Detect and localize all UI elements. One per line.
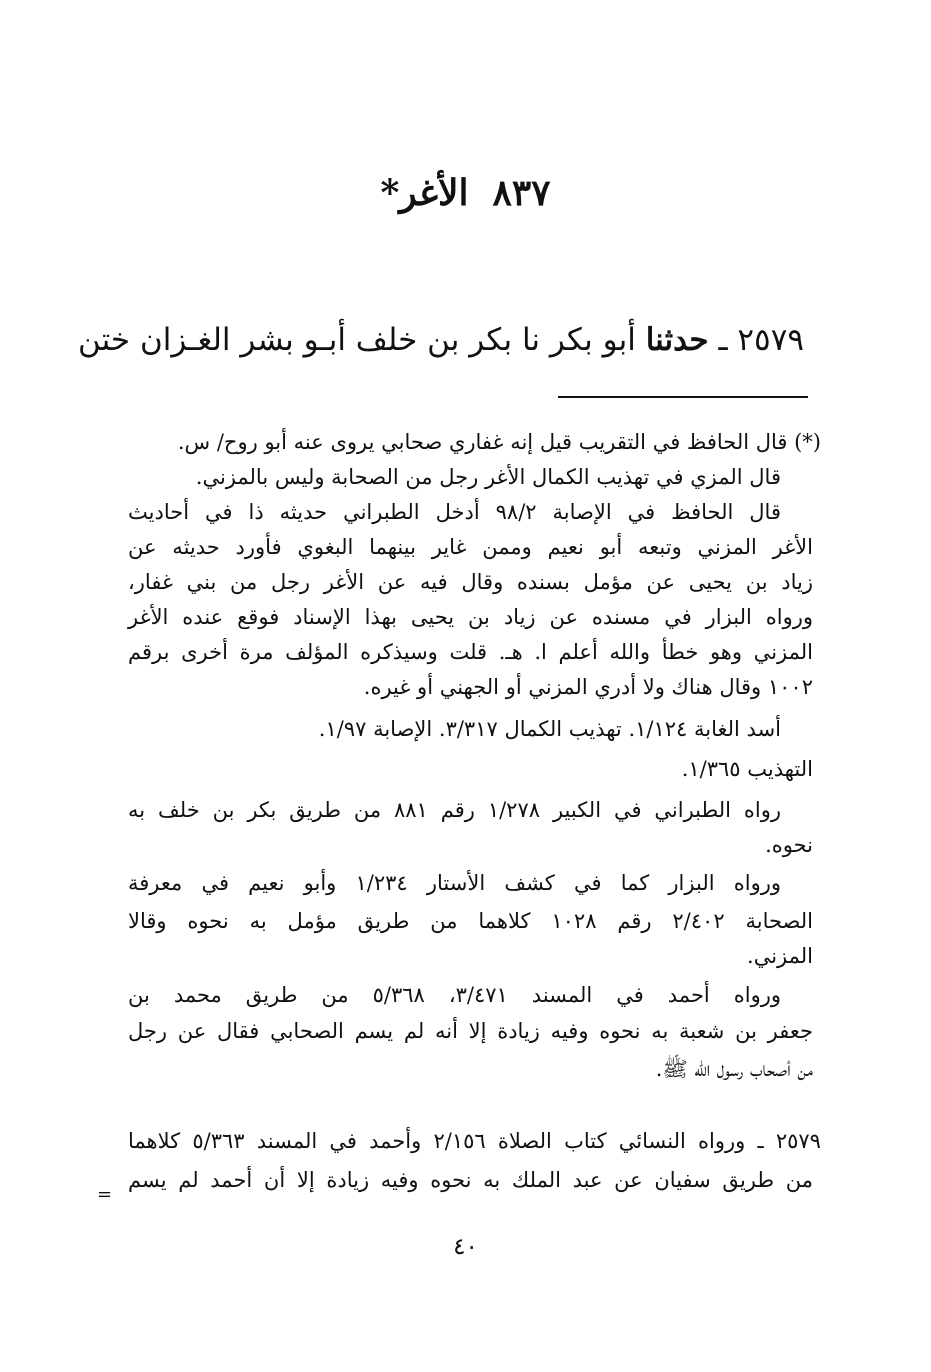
footnote-line: المزني وهو خطأ والله أعلم ا. هـ. قلت وسيذكره المؤلف مرة أخرى برقم xyxy=(128,640,813,664)
footnote-line: ورواه البزار كما في كشف الأستار ١/٢٣٤ وأبو نعيم في معرفة xyxy=(128,871,781,895)
footnote-line: قال الحافظ في الإصابة ٩٨/٢ أدخل الطبراني حديثه ذا في أحاديث xyxy=(128,500,781,524)
hadith-text-line: ٢٥٧٩ ـ حدثنا أبو بكر نا بكر بن خلف أبـو بشر الغـزان ختن xyxy=(77,322,804,358)
footnote-line: زياد بن يحيى عن مؤمل بسنده وقال فيه عن الأغر رجل من بني غفار، xyxy=(128,570,813,594)
continuation-mark: = xyxy=(97,1184,113,1205)
footnote-line: ورواه أحمد في المسند ٣/٤٧١، ٥/٣٦٨ من طريق محمد بن xyxy=(128,983,781,1007)
footnote-line: قال المزي في تهذيب الكمال الأغر رجل من الصحابة وليس بالمزني. xyxy=(195,465,781,489)
chapter-name: الأغر* xyxy=(380,172,469,214)
footnote-line: الصحابة ٢/٤٠٢ رقم ١٠٢٨ كلاهما من طريق مؤمل به نحوه وقالا xyxy=(128,909,813,933)
footnote-line: المزني. xyxy=(747,944,813,968)
footnote-line: جعفر بن شعبة به نحوه وفيه زيادة إلا أنه لم يسم الصحابي فقال عن رجل xyxy=(128,1019,813,1043)
hadith-lead-word: حدثنا xyxy=(645,322,709,358)
footnote-line: الأغر المزني وتبعه أبو نعيم وممن غاير بينهما البغوي فأورد حديثه عن xyxy=(128,535,813,559)
hadith-number: ٢٥٧٩ xyxy=(737,322,804,358)
footnote-line: ١٠٠٢ وقال هناك ولا أدري المزني أو الجهني أو غيره. xyxy=(363,675,813,699)
page-number: ٤٠ xyxy=(453,1234,478,1260)
hadith-note-line: ٢٥٧٩ ـ ورواه النسائي كتاب الصلاة ٢/١٥٦ وأحمد في المسند ٥/٣٦٣ كلاهما xyxy=(128,1129,821,1153)
footnote-line: أسد الغابة ١/١٢٤. تهذيب الكمال ٣/٣١٧. الإصابة ١/٩٧. xyxy=(318,717,781,741)
footnote-line: التهذيب ١/٣٦٥. xyxy=(681,757,813,781)
chapter-number: ٨٣٧ xyxy=(492,172,551,214)
hadith-note-line: من طريق سفيان عن عبد الملك به نحوه وفيه زيادة إلا أن أحمد لم يسم xyxy=(128,1168,813,1192)
footnote-line: ورواه البزار في مسنده عن زياد بن يحيى بهذا الإسناد فوقع عنده الأغر xyxy=(128,605,813,629)
hadith-note-text: ورواه النسائي كتاب الصلاة ٢/١٥٦ وأحمد في المسند ٥/٣٦٣ كلاهما xyxy=(128,1129,746,1153)
hadith-note-marker: ٢٥٧٩ xyxy=(775,1129,821,1153)
footnote-separator xyxy=(558,396,808,398)
footnote-line: من أصحاب رسول الله ﷺ. xyxy=(655,1057,813,1081)
hadith-text: أبو بكر نا بكر بن خلف أبـو بشر الغـزان ختن xyxy=(77,322,636,358)
footnote-line: رواه الطبراني في الكبير ١/٢٧٨ رقم ٨٨١ من طريق بكر بن خلف به xyxy=(128,798,781,822)
footnote-line: نحوه. xyxy=(765,833,813,857)
footnote-line: (*) قال الحافظ في التقريب قيل إنه غفاري صحابي يروى عنه أبو روح/ س. xyxy=(177,430,821,454)
chapter-title xyxy=(0,168,931,218)
